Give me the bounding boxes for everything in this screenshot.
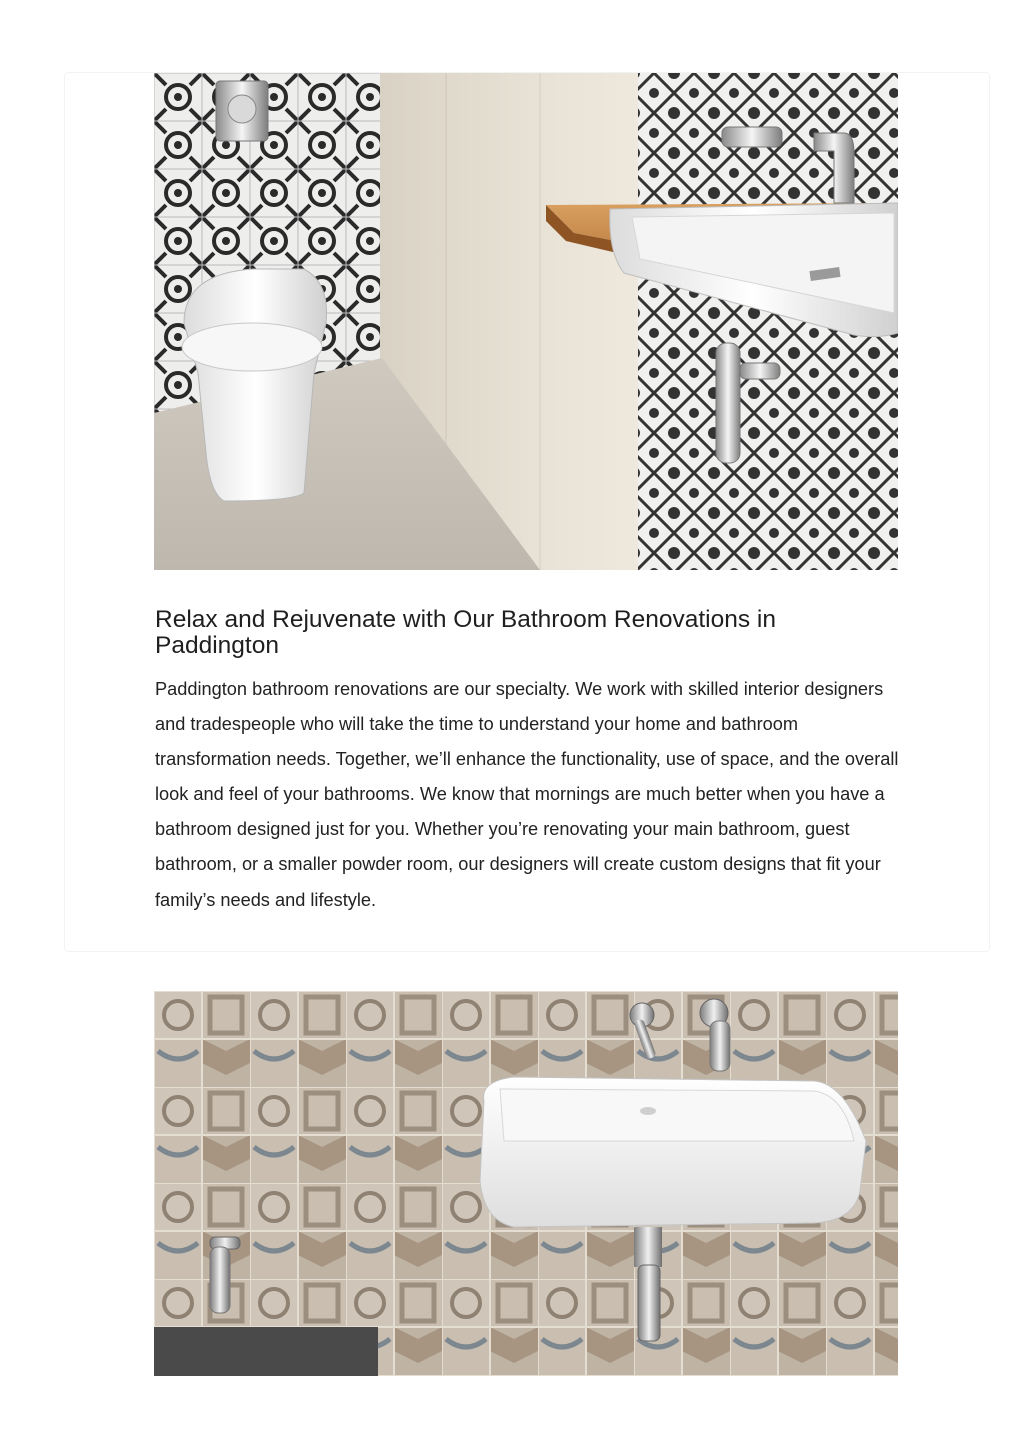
section-heading: Relax and Rejuvenate with Our Bathroom Renovations in Paddington — [155, 606, 777, 659]
bathroom-photo-toilet-vanity — [154, 73, 898, 570]
section-paragraph: Paddington bathroom renovations are our specialty. We work with skilled interior designers and tradespeople who will take the time to understand your home and bathroom transformation needs. Together, we’ll enhance the functionality, use of space, and the overall look and feel of your bathrooms. We know that mornings are much better when you have a bathroom designed just for you. Whether you’re renovating your main bathroom, guest bathroom, or a smaller powder room, our designers will create custom designs that fit your family’s needs and lifestyle. — [155, 679, 899, 910]
bathroom-photo-wall-basin — [154, 991, 898, 1376]
